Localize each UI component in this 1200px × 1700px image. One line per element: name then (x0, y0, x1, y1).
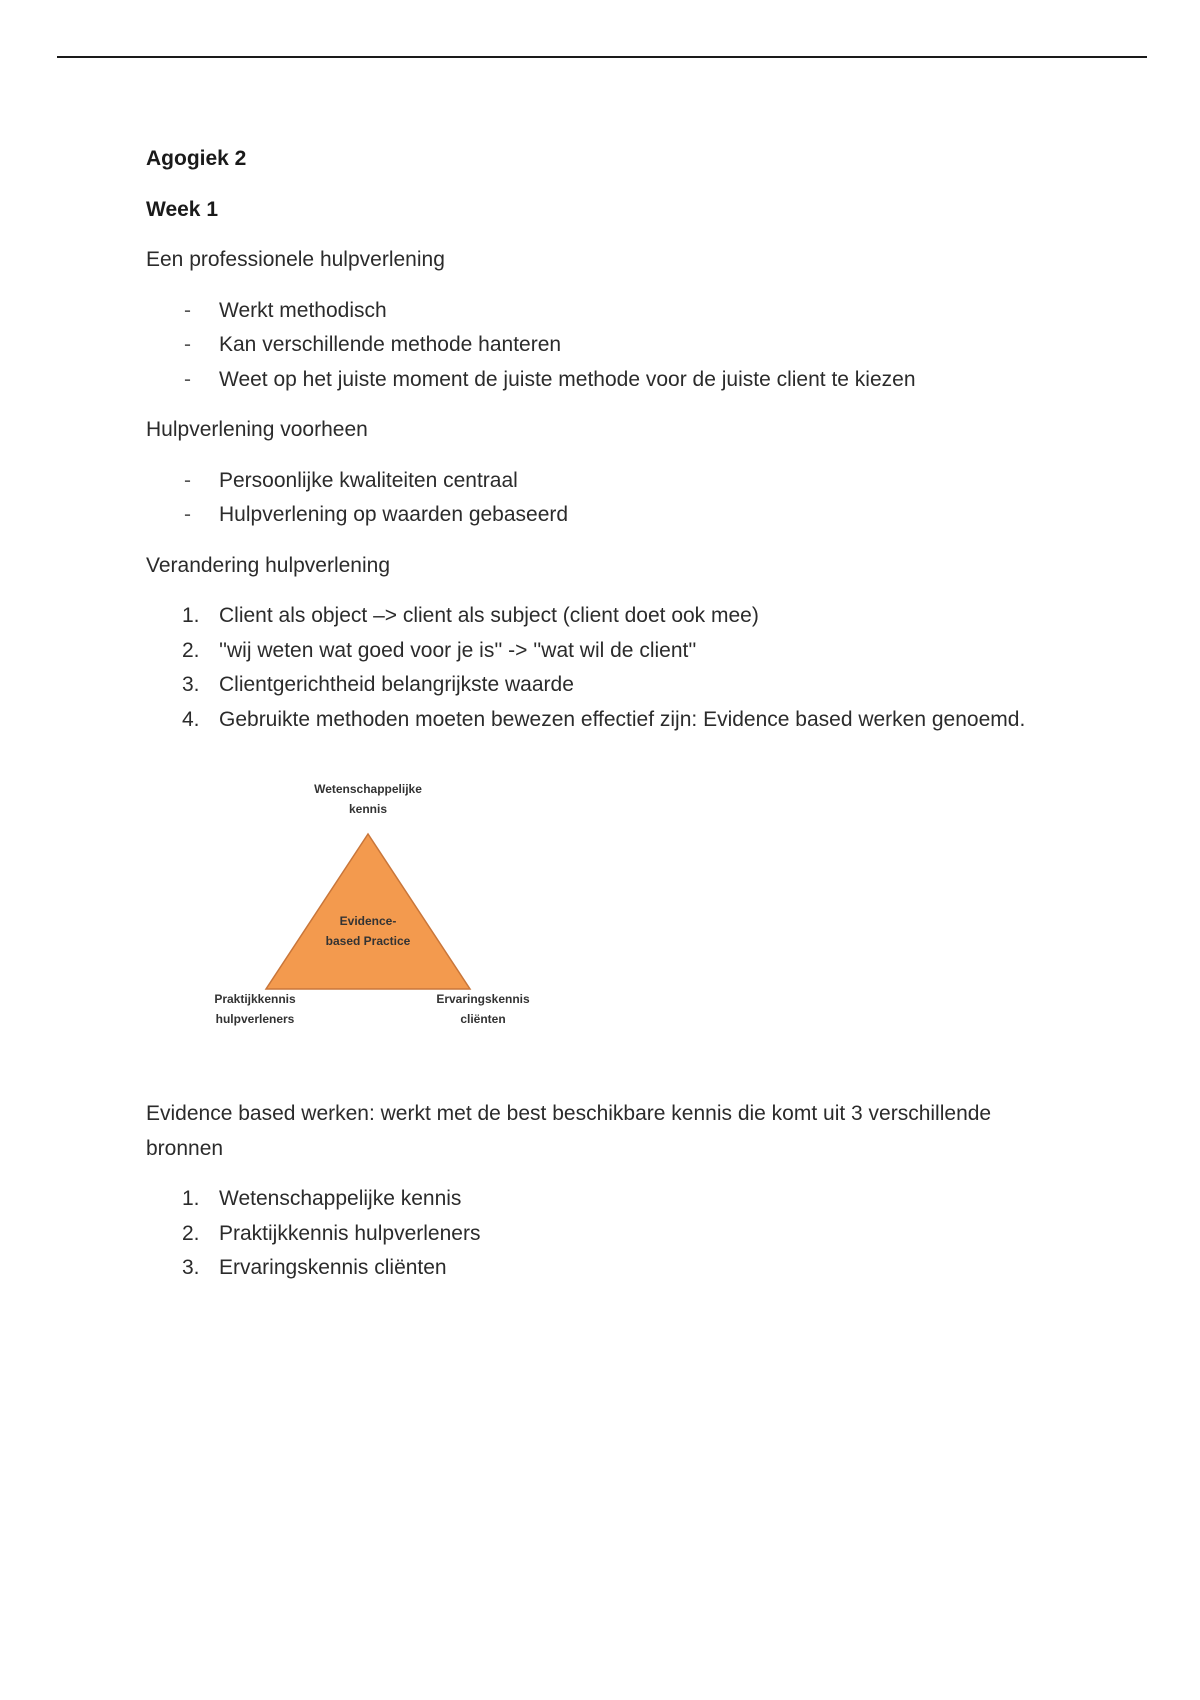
list-item: - Persoonlijke kwaliteiten centraal (146, 464, 1046, 499)
bullet-dash: - (184, 333, 191, 356)
list-item: 3. Clientgerichtheid belangrijkste waarde (146, 668, 1046, 703)
list-item: 1. Client als object –> client als subject (client doet ook mee) (146, 599, 1046, 634)
professional-list (146, 294, 1046, 398)
document-title: Agogiek 2 (146, 147, 247, 170)
section-change-intro: Verandering hulpverlening (146, 553, 391, 577)
sources-list (146, 1182, 1046, 1286)
label-experience-knowledge: Ervaringskennis cliënten (436, 992, 530, 1026)
evidence-triangle-figure (200, 779, 600, 1069)
list-item: - Kan verschillende methode hanteren (146, 328, 1046, 363)
section-evidence-intro: Evidence based werken: werkt met de best beschikbare kennis die komt uit 3 verschillende bronnen (146, 1102, 992, 1160)
section-professional-intro: Een professionele hulpverlening (146, 248, 445, 271)
list-number: 1. (182, 1187, 200, 1210)
list-number: 3. (182, 673, 200, 696)
label-evidence-based-practice: Evidence- based Practice (325, 914, 411, 948)
bullet-dash: - (184, 298, 191, 322)
list-item: - Weet op het juiste moment de juiste methode voor de juiste client te kiezen (146, 363, 1046, 398)
list-item: 2. ''wij weten wat goed voor je is'' -> ''wat wil de client'' (146, 634, 1046, 669)
list-number: 1. (182, 604, 200, 627)
bullet-dash: - (184, 503, 191, 526)
list-number: 2. (182, 638, 200, 662)
list-item: 3. Ervaringskennis cliënten (146, 1251, 1046, 1286)
list-number: 3. (182, 1256, 200, 1279)
list-item: 2. Praktijkkennis hulpverleners (146, 1217, 1046, 1252)
list-number: 2. (182, 1221, 200, 1245)
list-number: 4. (182, 707, 200, 731)
header-rule (57, 56, 1147, 58)
label-scientific-knowledge: Wetenschappelijke kennis (314, 782, 422, 816)
week-heading: Week 1 (146, 197, 218, 221)
label-practice-knowledge: Praktijkkennis hulpverleners (214, 992, 296, 1026)
previous-list (146, 464, 1046, 533)
change-list (146, 599, 1046, 737)
list-item: - Werkt methodisch (146, 294, 1046, 329)
list-item: 1. Wetenschappelijke kennis (146, 1182, 1046, 1217)
section-previous-intro: Hulpverlening voorheen (146, 418, 368, 441)
bullet-dash: - (184, 367, 191, 391)
list-item: - Hulpverlening op waarden gebaseerd (146, 498, 1046, 533)
list-item: 4. Gebruikte methoden moeten bewezen effectief zijn: Evidence based werken genoemd. (146, 703, 1046, 738)
document-body (146, 142, 1046, 1302)
bullet-dash: - (184, 468, 191, 492)
